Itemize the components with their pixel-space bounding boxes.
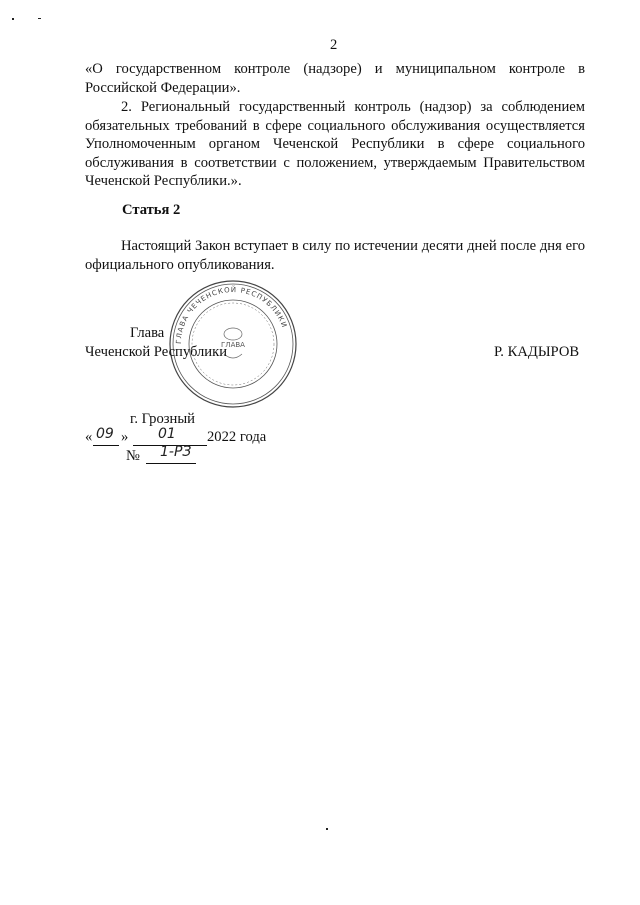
seal-inner-text: ГЛАВА bbox=[221, 341, 245, 349]
number-label: № bbox=[126, 448, 140, 464]
date-day: 09 bbox=[96, 426, 114, 442]
date-open-quote: « bbox=[85, 429, 93, 445]
number-line bbox=[146, 463, 196, 464]
article-body-text: Настоящий Закон вступает в силу по истечении десяти дней после дня его официального опубликования. bbox=[85, 238, 585, 273]
article-body bbox=[85, 237, 585, 274]
number-value: 1-РЗ bbox=[160, 444, 192, 460]
article-heading: Статья 2 bbox=[122, 202, 181, 218]
date-month: 01 bbox=[158, 426, 176, 442]
page-number: 2 bbox=[330, 37, 338, 53]
date-year: 2022 года bbox=[207, 429, 267, 445]
signature-title: Глава bbox=[130, 325, 165, 341]
paragraph-continuation bbox=[85, 60, 585, 97]
scan-speck bbox=[38, 18, 41, 19]
scan-speck bbox=[326, 828, 328, 830]
scan-speck bbox=[12, 18, 14, 20]
place-of-signing: г. Грозный bbox=[130, 411, 195, 427]
paragraph-item-2-text: 2. Региональный государственный контроль (надзор) за соблюдением обязательных требований в сфере социального обслуживания осуществляется Уполномоченным органом Чеченской Республики в сфере социального обслуживания в соответствии с положением, утверждаемым Правительством Чеченской Республики.». bbox=[85, 99, 585, 190]
paragraph-continuation-text: «О государственном контроле (надзоре) и муниципальном контроле в Российской Федерации». bbox=[85, 61, 585, 96]
seal-ring-text: ГЛАВА ЧЕЧЕНСКОЙ РЕСПУБЛИКИ bbox=[174, 285, 289, 345]
date-close-quote: » bbox=[121, 429, 129, 445]
signature-organization: Чеченской Республики bbox=[85, 344, 228, 360]
signature-name: Р. КАДЫРОВ bbox=[494, 344, 580, 360]
paragraph-item-2 bbox=[85, 98, 585, 191]
date-day-line bbox=[93, 445, 119, 446]
